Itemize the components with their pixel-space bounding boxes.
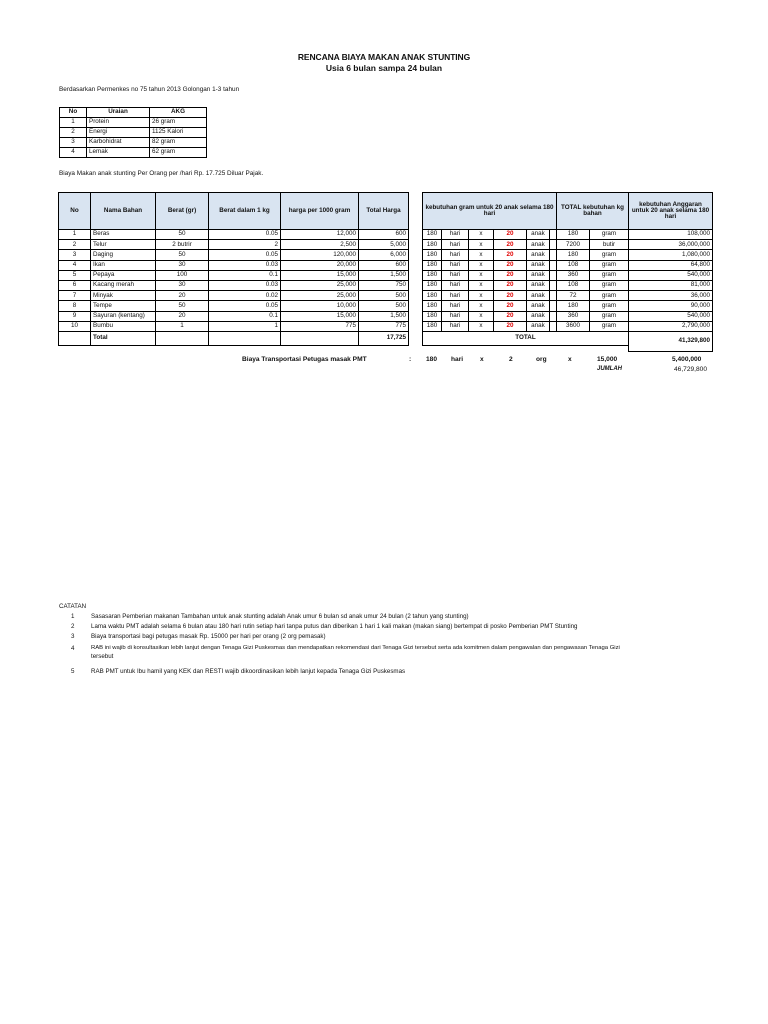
total-label: Total (91, 331, 156, 345)
row-berat-kg: 0.05 (209, 301, 281, 311)
row-spacer (550, 240, 557, 250)
needs-row (423, 260, 629, 270)
row-no: 6 (59, 280, 91, 290)
akg-no: 2 (60, 128, 87, 138)
row-unit: gram (590, 260, 629, 270)
row-unit: gram (590, 230, 629, 240)
row-spacer (550, 291, 557, 301)
row-spacer (550, 280, 557, 290)
row-kids: 20 (494, 260, 527, 270)
row-harga: 2,500 (281, 240, 359, 250)
row-kids: 20 (494, 270, 527, 280)
row-berat: 30 (156, 280, 209, 290)
row-total-harga: 5,000 (359, 240, 409, 250)
budget-row (629, 260, 713, 270)
row-berat: 100 (156, 270, 209, 280)
header-budget: kebutuhan Anggaran untuk 20 anak selama 180 hari (629, 193, 713, 230)
row-berat: 50 (156, 250, 209, 260)
header-total-kg: TOTAL kebutuhan kg bahan (557, 193, 629, 230)
total-empty (281, 331, 359, 345)
row-budget: 81,000 (629, 280, 713, 290)
row-total-harga: 600 (359, 230, 409, 240)
header-no: No (59, 193, 91, 230)
akg-uraian: Protein (87, 118, 150, 128)
row-days: 180 (423, 280, 442, 290)
row-qty: 360 (557, 311, 590, 321)
row-budget: 36,000,000 (629, 240, 713, 250)
note-text: Lama waktu PMT adalah selama 6 bulan atau 180 hari rutin setiap hari tanpa putus dan diberikan 1 hari 1 kali makan (makan siang) bertempat di posko Pemberian PMT Stunting (91, 623, 578, 630)
budget-row (629, 280, 713, 290)
row-x: x (469, 240, 494, 250)
row-nama-bahan: Tempe (91, 301, 156, 311)
transport-rate: 15,000 (597, 356, 618, 363)
row-unit: gram (590, 280, 629, 290)
row-nama-bahan: Beras (91, 230, 156, 240)
row-unit-kid: anak (527, 311, 550, 321)
akg-header-no: No (60, 108, 87, 118)
transport-x1: x (480, 356, 484, 363)
note-number: 5 (71, 668, 75, 675)
akg-uraian: Energi (87, 128, 150, 138)
row-days: 180 (423, 291, 442, 301)
needs-total-row (423, 331, 629, 345)
row-unit-kid: anak (527, 301, 550, 311)
row-berat: 50 (156, 230, 209, 240)
needs-row (423, 270, 629, 280)
row-kids: 20 (494, 240, 527, 250)
row-unit-day: hari (442, 321, 469, 331)
ingredient-row (59, 311, 409, 321)
budget-row (629, 240, 713, 250)
transport-unit-day: hari (451, 356, 464, 363)
row-unit: gram (590, 250, 629, 260)
transport-days: 180 (426, 356, 438, 363)
row-x: x (469, 270, 494, 280)
akg-value: 26 gram (150, 118, 207, 128)
akg-uraian: Lemak (87, 148, 150, 158)
row-harga: 20,000 (281, 260, 359, 270)
needs-row (423, 311, 629, 321)
row-unit-kid: anak (527, 230, 550, 240)
row-days: 180 (423, 311, 442, 321)
row-spacer (550, 260, 557, 270)
row-x: x (469, 301, 494, 311)
total-value: 17,725 (359, 331, 409, 345)
row-unit-kid: anak (527, 270, 550, 280)
cost-per-person-note: Biaya Makan anak stunting Per Orang per /hari Rp. 17.725 Diluar Pajak. (59, 170, 264, 177)
row-x: x (469, 250, 494, 260)
row-spacer (550, 230, 557, 240)
total-empty (59, 331, 91, 345)
row-budget: 540,000 (629, 311, 713, 321)
row-harga: 775 (281, 321, 359, 331)
akg-uraian: Karbohidrat (87, 138, 150, 148)
row-kids: 20 (494, 321, 527, 331)
row-no: 8 (59, 301, 91, 311)
row-budget: 540,000 (629, 270, 713, 280)
row-unit-day: hari (442, 250, 469, 260)
total-empty (209, 331, 281, 345)
row-nama-bahan: Minyak (91, 291, 156, 301)
transport-amount: 5,400,000 (672, 356, 702, 363)
row-no: 1 (59, 230, 91, 240)
row-unit: gram (590, 311, 629, 321)
row-unit-kid: anak (527, 321, 550, 331)
needs-total-label: TOTAL (423, 331, 629, 345)
row-unit-day: hari (442, 260, 469, 270)
note-text: Sasasaran Pemberian makanan Tambahan untuk anak stunting adalah Anak umur 6 bulan sd anak umur 24 bulan (2 tahun yang stunting) (91, 613, 469, 620)
akg-no: 4 (60, 148, 87, 158)
budget-row (629, 301, 713, 311)
row-kids: 20 (494, 230, 527, 240)
budget-row (629, 250, 713, 260)
row-berat-kg: 0.1 (209, 270, 281, 280)
row-spacer (550, 270, 557, 280)
row-spacer (550, 301, 557, 311)
needs-row (423, 240, 629, 250)
budget-row (629, 230, 713, 240)
note-number: 1 (71, 613, 75, 620)
akg-row (60, 128, 207, 138)
total-row (59, 331, 409, 345)
row-berat: 20 (156, 291, 209, 301)
budget-row (629, 291, 713, 301)
needs-row (423, 250, 629, 260)
row-days: 180 (423, 250, 442, 260)
note-text-continued: tersebut (91, 653, 114, 660)
transport-people: 2 (509, 356, 513, 363)
needs-row (423, 280, 629, 290)
row-qty: 3600 (557, 321, 590, 331)
row-kids: 20 (494, 291, 527, 301)
row-berat: 1 (156, 321, 209, 331)
regulation-basis: Berdasarkan Permenkes no 75 tahun 2013 Golongan 1-3 tahun (59, 86, 240, 93)
ingredient-row (59, 250, 409, 260)
total-empty (156, 331, 209, 345)
row-total-harga: 1,500 (359, 270, 409, 280)
row-berat-kg: 0.05 (209, 230, 281, 240)
header-harga: harga per 1000 gram (281, 193, 359, 230)
row-berat-kg: 0.1 (209, 311, 281, 321)
budget-row (629, 311, 713, 321)
budget-total-row (629, 331, 713, 351)
row-harga: 10,000 (281, 301, 359, 311)
row-harga: 120,000 (281, 250, 359, 260)
row-unit-day: hari (442, 240, 469, 250)
row-unit: gram (590, 291, 629, 301)
row-unit: gram (590, 270, 629, 280)
akg-value: 82 gram (150, 138, 207, 148)
row-unit: gram (590, 301, 629, 311)
row-kids: 20 (494, 280, 527, 290)
row-total-harga: 6,000 (359, 250, 409, 260)
row-unit-kid: anak (527, 240, 550, 250)
row-unit-kid: anak (527, 280, 550, 290)
row-budget: 2,790,000 (629, 321, 713, 331)
row-unit-kid: anak (527, 260, 550, 270)
row-berat: 50 (156, 301, 209, 311)
row-qty: 72 (557, 291, 590, 301)
budget-total: 41,329,800 (629, 331, 713, 351)
row-nama-bahan: Bumbu (91, 321, 156, 331)
row-berat: 30 (156, 260, 209, 270)
row-spacer (550, 250, 557, 260)
row-nama-bahan: Sayuran (kentang) (91, 311, 156, 321)
row-no: 7 (59, 291, 91, 301)
jumlah-value: 46,729,800 (674, 366, 708, 373)
row-berat-kg: 0.03 (209, 260, 281, 270)
jumlah-label: JUMLAH (597, 366, 622, 372)
akg-row (60, 118, 207, 128)
akg-row (60, 148, 207, 158)
row-berat-kg: 2 (209, 240, 281, 250)
note-text: RAB ini wajib di konsultasikan lebih lanjut dengan Tenaga Gizi Puskesmas dan mendapatkan rekomendasi dari Tenaga Gizi tersebut serta ada komitmen dalam pengawalan dan pengawasan Tenaga Gizi (91, 645, 620, 651)
row-no: 2 (59, 240, 91, 250)
ingredient-row (59, 280, 409, 290)
row-budget: 108,000 (629, 230, 713, 240)
row-berat-kg: 1 (209, 321, 281, 331)
notes-heading: CATATAN (59, 603, 87, 610)
row-unit-day: hari (442, 301, 469, 311)
row-days: 180 (423, 260, 442, 270)
row-nama-bahan: Daging (91, 250, 156, 260)
row-x: x (469, 260, 494, 270)
row-qty: 108 (557, 260, 590, 270)
row-spacer (550, 311, 557, 321)
row-nama-bahan: Telur (91, 240, 156, 250)
row-budget: 36,000 (629, 291, 713, 301)
ingredients-table (58, 192, 409, 346)
row-unit: butir (590, 240, 629, 250)
row-budget: 1,080,000 (629, 250, 713, 260)
row-kids: 20 (494, 311, 527, 321)
row-kids: 20 (494, 250, 527, 260)
transport-colon: : (409, 356, 412, 363)
akg-no: 1 (60, 118, 87, 128)
row-x: x (469, 280, 494, 290)
row-berat: 20 (156, 311, 209, 321)
ingredient-row (59, 260, 409, 270)
row-unit: gram (590, 321, 629, 331)
header-berat: Berat (gr) (156, 193, 209, 230)
row-unit-day: hari (442, 280, 469, 290)
row-no: 4 (59, 260, 91, 270)
row-x: x (469, 311, 494, 321)
row-days: 180 (423, 270, 442, 280)
row-berat-kg: 0.05 (209, 250, 281, 260)
row-harga: 15,000 (281, 311, 359, 321)
note-text: Biaya transportasi bagi petugas masak Rp. 15000 per hari per orang (2 org pemasak) (91, 633, 326, 640)
row-no: 9 (59, 311, 91, 321)
row-qty: 7200 (557, 240, 590, 250)
row-berat-kg: 0.02 (209, 291, 281, 301)
needs-row (423, 230, 629, 240)
row-budget: 90,000 (629, 301, 713, 311)
row-no: 10 (59, 321, 91, 331)
row-nama-bahan: Pepaya (91, 270, 156, 280)
row-harga: 25,000 (281, 280, 359, 290)
row-unit-day: hari (442, 230, 469, 240)
row-days: 180 (423, 230, 442, 240)
akg-value: 62 gram (150, 148, 207, 158)
row-unit-day: hari (442, 270, 469, 280)
needs-table (422, 192, 629, 346)
row-berat: 2 butrir (156, 240, 209, 250)
row-x: x (469, 291, 494, 301)
note-text: RAB PMT untuk Ibu hamil yang KEK dan RESTI wajib dikoordinasikan lebih lanjut kepada Tenaga Gizi Puskesmas (91, 668, 406, 675)
row-unit-day: hari (442, 311, 469, 321)
header-berat-kg: Berat dalam 1 kg (209, 193, 281, 230)
row-qty: 180 (557, 250, 590, 260)
row-qty: 360 (557, 270, 590, 280)
row-kids: 20 (494, 301, 527, 311)
header-nama-bahan: Nama Bahan (91, 193, 156, 230)
row-unit-kid: anak (527, 250, 550, 260)
note-number: 3 (71, 633, 75, 640)
needs-row (423, 291, 629, 301)
row-nama-bahan: Kacang merah (91, 280, 156, 290)
row-harga: 25,000 (281, 291, 359, 301)
akg-no: 3 (60, 138, 87, 148)
ingredient-row (59, 240, 409, 250)
ingredient-row (59, 270, 409, 280)
document-title: RENCANA BIAYA MAKAN ANAK STUNTING (297, 52, 471, 62)
ingredient-row (59, 230, 409, 240)
needs-row (423, 321, 629, 331)
row-x: x (469, 321, 494, 331)
row-harga: 15,000 (281, 270, 359, 280)
budget-table (628, 192, 713, 352)
row-total-harga: 600 (359, 260, 409, 270)
note-number: 2 (71, 623, 75, 630)
akg-header-akg: AKG (150, 108, 207, 118)
akg-table (59, 107, 207, 158)
akg-value: 1125 Kalori (150, 128, 207, 138)
row-qty: 180 (557, 230, 590, 240)
akg-row (60, 138, 207, 148)
ingredient-row (59, 321, 409, 331)
row-no: 5 (59, 270, 91, 280)
note-number: 4 (71, 645, 75, 652)
row-days: 180 (423, 321, 442, 331)
row-total-harga: 775 (359, 321, 409, 331)
row-budget: 64,800 (629, 260, 713, 270)
row-days: 180 (423, 301, 442, 311)
transport-x2: x (568, 356, 572, 363)
header-need-gram: kebutuhan gram untuk 20 anak selama 180 hari (423, 193, 557, 230)
row-unit-kid: anak (527, 291, 550, 301)
transport-label: Biaya Transportasi Petugas masak PMT (242, 356, 367, 363)
row-spacer (550, 321, 557, 331)
row-total-harga: 1,500 (359, 311, 409, 321)
budget-row (629, 270, 713, 280)
budget-row (629, 321, 713, 331)
row-harga: 12,000 (281, 230, 359, 240)
row-unit-day: hari (442, 291, 469, 301)
needs-row (423, 301, 629, 311)
akg-header-uraian: Uraian (87, 108, 150, 118)
row-days: 180 (423, 240, 442, 250)
row-qty: 180 (557, 301, 590, 311)
ingredient-row (59, 301, 409, 311)
row-total-harga: 750 (359, 280, 409, 290)
ingredient-row (59, 291, 409, 301)
row-total-harga: 500 (359, 291, 409, 301)
row-nama-bahan: Ikan (91, 260, 156, 270)
row-x: x (469, 230, 494, 240)
transport-unit-people: org (536, 356, 547, 363)
row-total-harga: 500 (359, 301, 409, 311)
document-subtitle: Usia 6 bulan sampa 24 bulan (325, 63, 443, 73)
row-berat-kg: 0.03 (209, 280, 281, 290)
header-total-harga: Total Harga (359, 193, 409, 230)
row-no: 3 (59, 250, 91, 260)
row-qty: 108 (557, 280, 590, 290)
